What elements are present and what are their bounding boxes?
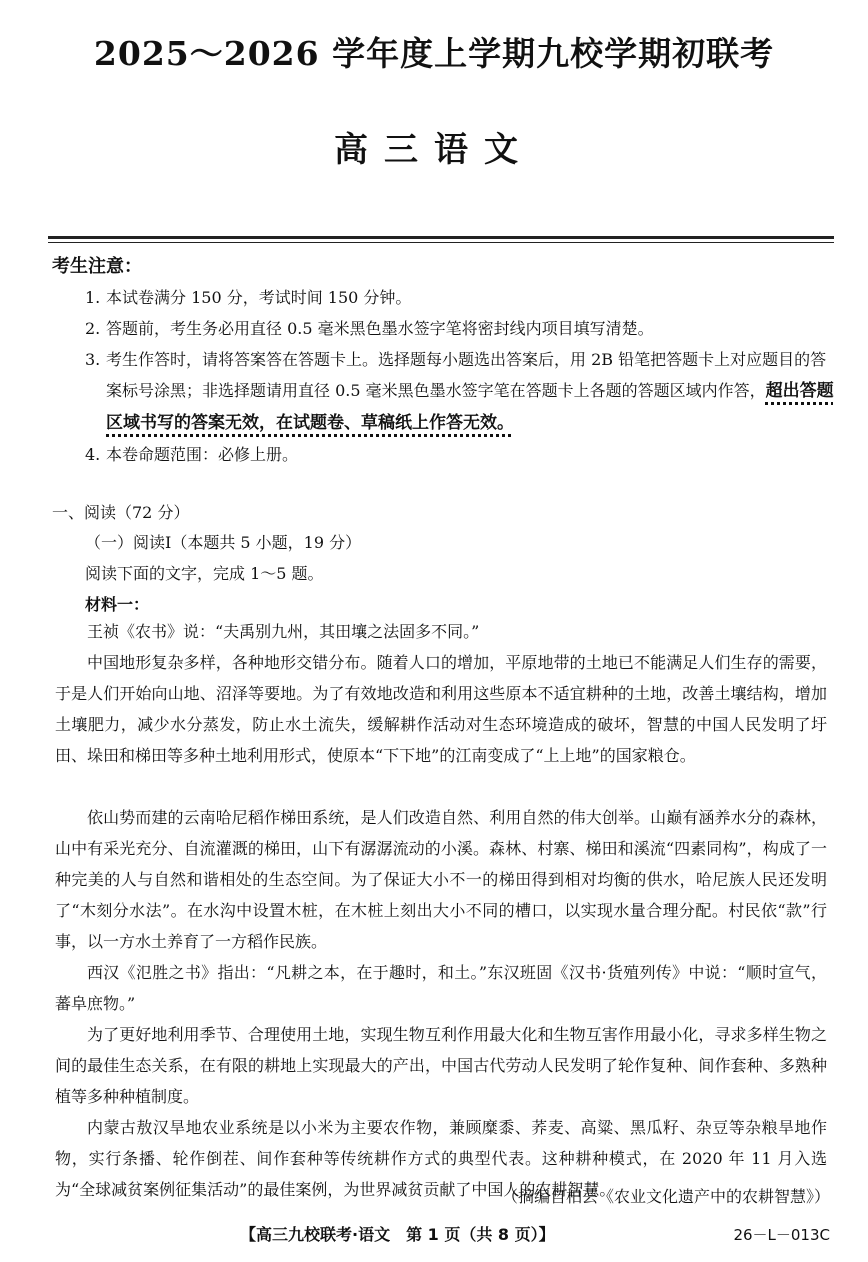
quote-paragraph: 王祯《农书》说：“夫禹别九州，其田壤之法固多不同。” [87,622,480,641]
page-footer-code: 26－L－013C [733,1226,830,1244]
notice-item-number: 1. [85,288,101,307]
notice-item [85,313,835,344]
subject-title: 高三语文 [334,130,534,170]
body-paragraph: 为了更好地利用季节、合理使用土地，实现生物互利作用最大化和生物互害作用最小化，寻求多样生物之间的最佳生态关系，在有限的耕地上实现最大的产出，中国古代劳动人民发明了轮作复种、间作套种、多熟种植等多种种植制度。 [55,1025,827,1106]
notice-item-number: 4. [85,445,101,464]
material-label: 材料一： [85,595,150,614]
header-divider-thick [48,236,834,239]
notice-item-text: 考生作答时，请将答案答在答题卡上。选择题每小题选出答案后，用 2B 铅笔把答题卡上对应题目的答案标号涂黑；非选择题请用直径 0.5 毫米黑色墨水签字笔在答题卡上各题的答题区域内作答， [106,350,827,400]
notice-item-number: 3. [85,350,101,369]
notice-item [85,282,835,313]
header-divider-thin [48,242,834,243]
notice-emphasis: 超出答题区域书写的答案无效，在试题卷、草稿纸上作答无效。 [106,381,834,433]
notice-list [85,282,835,470]
notice-item [85,439,835,470]
section-instruction: 阅读下面的文字，完成 1～5 题。 [85,564,324,583]
notice-item-text: 本卷命题范围：必修上册。 [106,445,299,464]
notice-heading: 考生注意： [52,256,142,277]
body-paragraph: 中国地形复杂多样，各种地形交错分布。随着人口的增加，平原地带的土地已不能满足人们生存的需要，于是人们开始向山地、沼泽等要地。为了有效地改造和利用这些原本不适宜耕种的土地，改善土壤结构，增加土壤肥力，减少水分蒸发，防止水土流失，缓解耕作活动对生态环境造成的破坏，智慧的中国人民发明了圩田、垛田和梯田等多种土地利用形式，使原本“下下地”的江南变成了“上上地”的国家粮仓。 [55,653,827,765]
page-footer-label: 【高三九校联考·语文 第 1 页（共 8 页）】 [240,1225,555,1244]
body-paragraph: 依山势而建的云南哈尼稻作梯田系统，是人们改造自然、利用自然的伟大创举。山巅有涵养水分的森林，山中有采光充分、自流灌溉的梯田，山下有潺潺流动的小溪。森林、村寨、梯田和溪流“四素同构”，构成了一种完美的人与自然和谐相处的生态空间。为了保证大小不一的梯田得到相对均衡的供水，哈尼族人民还发明了“木刻分水法”。在水沟中设置木桩，在木桩上刻出大小不同的槽口，以实现水量合理分配。村民依“款”行事，以一方水土养育了一方稻作民族。 [55,808,827,951]
section-subheading: （一）阅读Ⅰ（本题共 5 小题，19 分） [85,533,362,552]
body-paragraph: 西汉《氾胜之书》指出：“凡耕之本，在于趣时，和土。”东汉班固《汉书·货殖列传》中说：“顺时宣气，蕃阜庶物。” [55,963,827,1013]
notice-item [85,344,835,439]
exam-title: 2025～2026 学年度上学期九校学期初联考 [93,34,775,73]
source-citation: （摘编自柏芸《农业文化遗产中的农耕智慧》） [501,1187,830,1206]
notice-item-number: 2. [85,319,101,338]
notice-item-text: 答题前，考生务必用直径 0.5 毫米黑色墨水签字笔将密封线内项目填写清楚。 [106,319,654,338]
body-paragraph: 内蒙古敖汉旱地农业系统是以小米为主要农作物，兼顾糜黍、荞麦、高粱、黑瓜籽、杂豆等杂粮旱地作物，实行条播、轮作倒茬、间作套种等传统耕作方式的典型代表。这种耕种模式，在 2020 年 11 月入选为“全球减贫案例征集活动”的最佳案例，为世界减贫贡献了中国人的农耕智慧。 [55,1118,827,1199]
section-heading: 一、阅读（72 分） [52,503,190,522]
notice-item-text: 本试卷满分 150 分，考试时间 150 分钟。 [106,288,412,307]
